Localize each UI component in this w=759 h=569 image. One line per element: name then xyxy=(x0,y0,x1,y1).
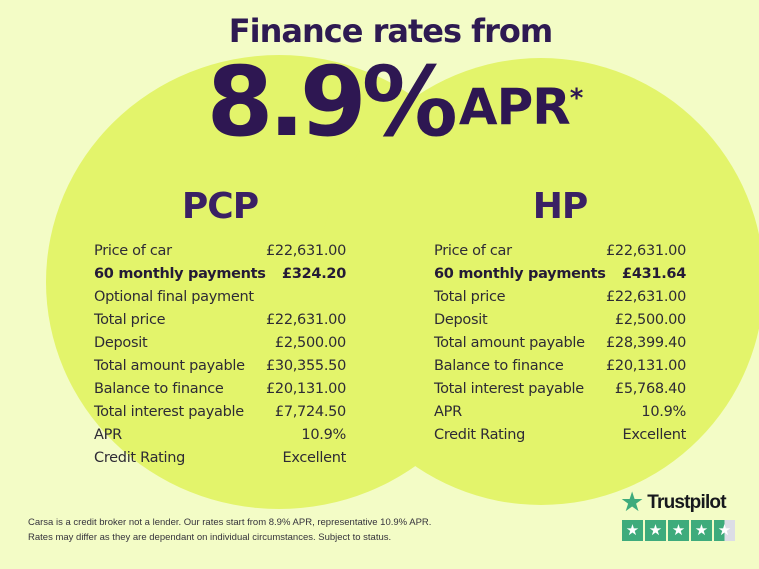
table-row xyxy=(434,286,686,309)
pcp-title: PCP xyxy=(181,186,259,227)
row-label: APR xyxy=(94,427,122,443)
star-full-icon: ★ xyxy=(691,520,712,541)
star-half-icon: ★ xyxy=(714,520,735,541)
hp-table xyxy=(434,240,686,447)
table-row xyxy=(434,309,686,332)
row-label: Price of car xyxy=(434,243,512,259)
row-label: Credit Rating xyxy=(434,427,526,443)
row-value: £22,631.00 xyxy=(605,243,686,259)
row-value: £431.64 xyxy=(622,266,686,282)
row-value: Excellent xyxy=(622,427,686,443)
trustpilot-widget[interactable] xyxy=(620,487,744,541)
table-row xyxy=(434,424,686,447)
row-label: Total interest payable xyxy=(434,381,584,397)
trustpilot-rating-4-5-stars xyxy=(622,520,744,541)
table-row xyxy=(94,332,346,355)
row-value: £324.20 xyxy=(282,266,346,282)
star-full-icon: ★ xyxy=(668,520,689,541)
row-label: Total amount payable xyxy=(434,335,585,351)
row-label: 60 monthly payments xyxy=(434,266,606,282)
apr-label xyxy=(459,78,582,136)
row-label: Deposit xyxy=(434,312,488,328)
disclaimer-line-1: Carsa is a credit broker not a lender. Our rates start from 8.9% APR, representative 10.9% APR. xyxy=(28,517,432,528)
row-label: Price of car xyxy=(94,243,172,259)
row-label: 60 monthly payments xyxy=(94,266,266,282)
row-value: Excellent xyxy=(282,450,346,466)
apr-text: APR xyxy=(458,78,570,136)
row-value: £28,399.40 xyxy=(605,335,686,351)
row-value: £22,631.00 xyxy=(605,289,686,305)
table-row xyxy=(434,378,686,401)
table-row xyxy=(94,447,346,470)
table-row xyxy=(94,286,346,309)
table-row xyxy=(434,355,686,378)
page-title: Finance rates from xyxy=(228,12,553,50)
table-row xyxy=(94,401,346,424)
row-value: £2,500.00 xyxy=(274,335,346,351)
table-row xyxy=(434,240,686,263)
table-row xyxy=(434,332,686,355)
row-value: £30,355.50 xyxy=(265,358,346,374)
hp-title: HP xyxy=(532,186,588,227)
pcp-table xyxy=(94,240,346,470)
row-label: Total price xyxy=(434,289,506,305)
row-label: Total interest payable xyxy=(94,404,244,420)
row-label: Total amount payable xyxy=(94,358,245,374)
row-label: Balance to finance xyxy=(434,358,564,374)
disclaimer-line-2: Rates may differ as they are dependant on individual circumstances. Subject to status. xyxy=(28,531,392,543)
table-row xyxy=(94,378,346,401)
row-value: £5,768.40 xyxy=(614,381,686,397)
row-label: Optional final payment xyxy=(94,289,254,305)
row-value: £2,500.00 xyxy=(614,312,686,328)
table-row xyxy=(94,240,346,263)
row-value: £20,131.00 xyxy=(605,358,686,374)
headline-rate xyxy=(0,46,759,158)
row-value: £22,631.00 xyxy=(265,312,346,328)
trustpilot-brand-text: Trustpilot xyxy=(647,492,726,513)
row-label: Credit Rating xyxy=(94,450,186,466)
row-label: APR xyxy=(434,404,462,420)
table-row xyxy=(94,424,346,447)
table-row xyxy=(94,355,346,378)
star-full-icon: ★ xyxy=(645,520,666,541)
row-value: 10.9% xyxy=(641,404,686,420)
asterisk: * xyxy=(569,83,583,114)
table-row xyxy=(94,309,346,332)
row-label: Deposit xyxy=(94,335,148,351)
table-row xyxy=(94,263,346,286)
row-label: Total price xyxy=(94,312,166,328)
table-row xyxy=(434,263,686,286)
table-row xyxy=(434,401,686,424)
hp-section xyxy=(434,186,686,447)
row-value: £20,131.00 xyxy=(265,381,346,397)
pcp-section xyxy=(94,186,346,470)
row-label: Balance to finance xyxy=(94,381,224,397)
row-value: £22,631.00 xyxy=(265,243,346,259)
trustpilot-star-icon: ★ xyxy=(620,487,645,518)
disclaimer xyxy=(28,516,498,545)
trustpilot-logo xyxy=(620,487,744,518)
rate-value: 8.9% xyxy=(206,46,453,158)
row-value: 10.9% xyxy=(301,427,346,443)
star-full-icon: ★ xyxy=(622,520,643,541)
row-value: £7,724.50 xyxy=(274,404,346,420)
